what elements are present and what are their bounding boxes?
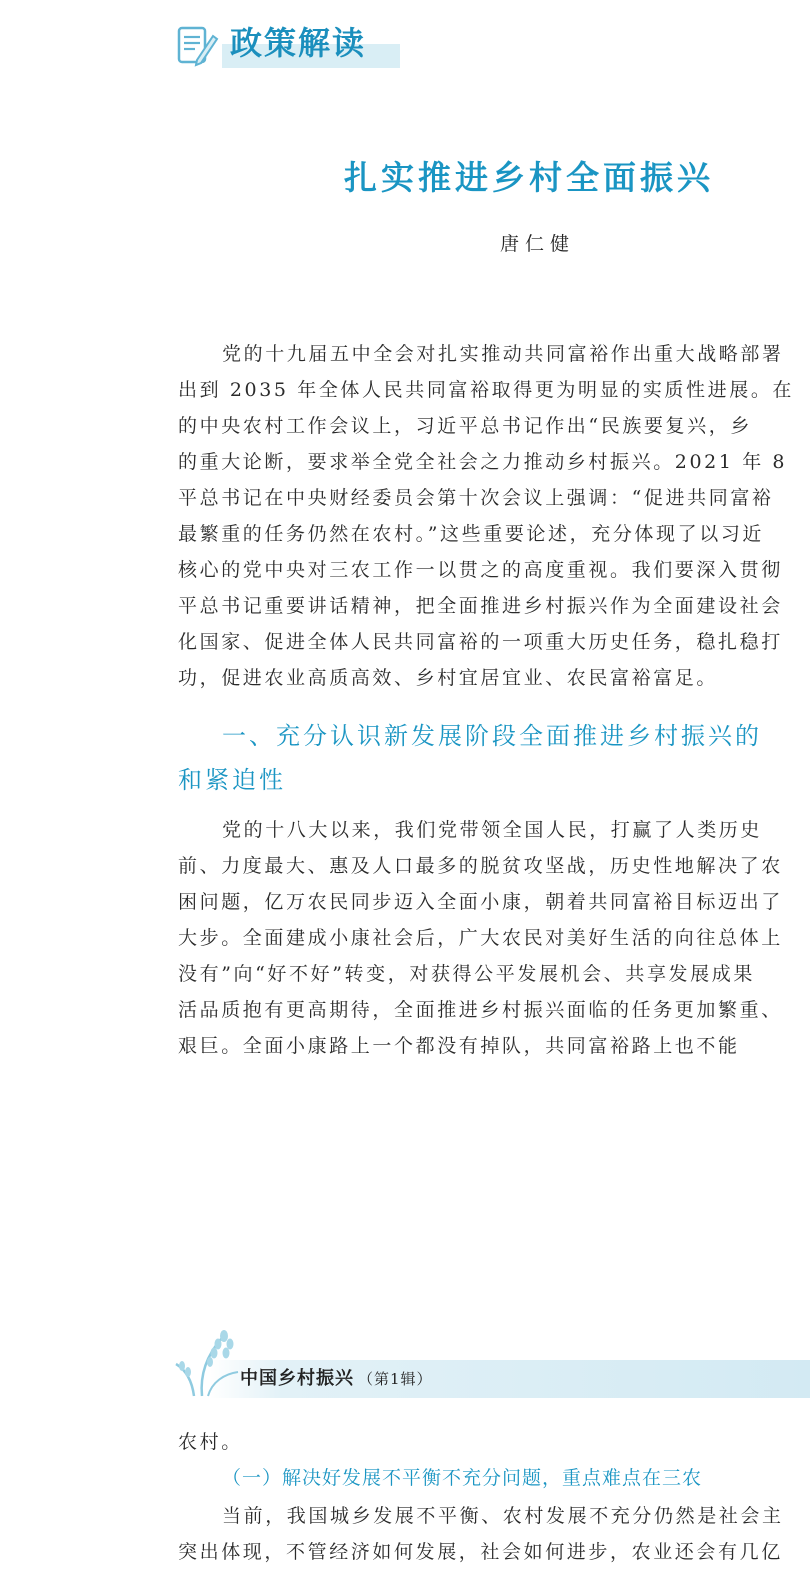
document-pen-icon (175, 22, 219, 68)
text-line: 活品质抱有更高期待，全面推进乡村振兴面临的任务更加繁重、 (178, 999, 783, 1021)
text-line: 艰巨。全面小康路上一个都没有掉队，共同富裕路上也不能 (178, 1035, 740, 1057)
text-line: 平总书记在中央财经委员会第十次会议上强调：“促进共同富裕 (178, 487, 774, 509)
text-line: 出到 2035 年全体人民共同富裕取得更为明显的实质性进展。在 (178, 379, 795, 401)
article-title: 扎实推进乡村全面振兴 (344, 158, 714, 197)
text-line: 突出体现，不管经济如何发展，社会如何进步，农业还会有几亿 (178, 1541, 783, 1563)
text-line: 大步。全面建成小康社会后，广大农民对美好生活的向往总体上 (178, 927, 783, 949)
text-line: 困问题，亿万农民同步迈入全面小康，朝着共同富裕目标迈出了 (178, 891, 783, 913)
text-line: 当前，我国城乡发展不平衡、农村发展不充分仍然是社会主 (222, 1505, 784, 1527)
text-line: 没有”向“好不好”转变，对获得公平发展机会、共享发展成果 (178, 963, 755, 985)
text-line: 的中央农村工作会议上，习近平总书记作出“民族要复兴，乡 (178, 415, 752, 437)
text-line: 农村。 (178, 1431, 243, 1453)
book-title-volume: （第1辑） (358, 1370, 433, 1388)
book-title-main: 中国乡村振兴 (240, 1368, 354, 1389)
article-author: 唐仁健 (500, 233, 576, 255)
section-heading-cont: 和紧迫性 (178, 766, 286, 794)
text-line: 核心的党中央对三农工作一以贯之的高度重视。我们要深入贯彻 (178, 559, 783, 581)
text-line: 平总书记重要讲话精神，把全面推进乡村振兴作为全面建设社会 (178, 595, 783, 617)
text-line: 化国家、促进全体人民共同富裕的一项重大历史任务，稳扎稳打 (178, 631, 783, 653)
text-line: 最繁重的任务仍然在农村。”这些重要论述，充分体现了以习近 (178, 523, 765, 545)
text-line: 党的十九届五中全会对扎实推动共同富裕作出重大战略部署 (222, 343, 784, 365)
subsection-heading: （一）解决好发展不平衡不充分问题，重点难点在三农 (222, 1467, 703, 1489)
text-line: 的重大论断，要求举全党全社会之力推动乡村振兴。2021 年 8 (178, 451, 788, 473)
rice-plant-icon (172, 1326, 242, 1398)
section-heading: 一、充分认识新发展阶段全面推进乡村振兴的 (222, 722, 762, 750)
text-line: 前、力度最大、惠及人口最多的脱贫攻坚战，历史性地解决了农 (178, 855, 783, 877)
document-page-2 (0, 1320, 800, 1563)
book-title (240, 1364, 433, 1394)
text-line: 党的十八大以来，我们党带领全国人民，打赢了人类历史 (222, 819, 763, 841)
section-label: 政策解读 (230, 24, 367, 62)
text-line: 功，促进农业高质高效、乡村宜居宜业、农民富裕富足。 (178, 667, 719, 689)
